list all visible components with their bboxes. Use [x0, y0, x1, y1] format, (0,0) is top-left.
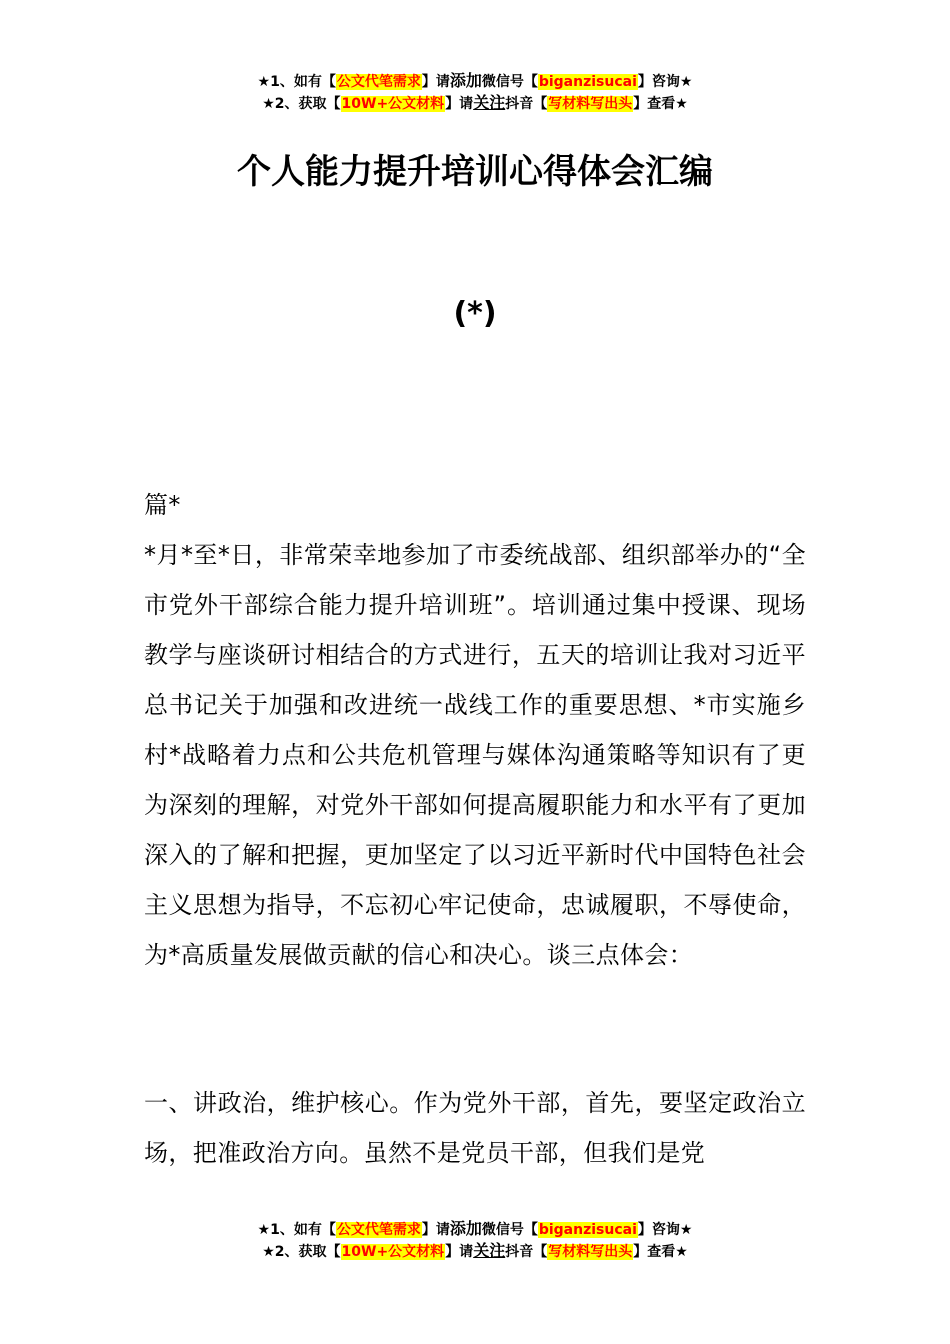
banner-text: 微信号【 [481, 74, 538, 90]
banner-text: 】查看★ [633, 1244, 688, 1260]
banner-emphasis: 添加 [449, 1219, 482, 1238]
section-label: 篇* [144, 491, 181, 519]
highlight-materials: 10W+公文材料 [341, 1244, 445, 1260]
banner-text: ★2、获取【 [262, 1244, 341, 1260]
banner-emphasis: 关注 [473, 1241, 506, 1260]
banner-text: 】请 [421, 1222, 450, 1238]
banner-emphasis: 添加 [449, 71, 482, 90]
highlight-materials: 10W+公文材料 [341, 96, 445, 112]
highlight-service: 公文代笔需求 [336, 1222, 421, 1238]
banner-text: ★1、如有【 [257, 74, 336, 90]
banner-text: 】咨询★ [637, 1222, 693, 1238]
banner-text: ★1、如有【 [257, 1222, 336, 1238]
footer-banner [0, 1218, 950, 1262]
banner-text: 】咨询★ [637, 74, 693, 90]
body-paragraph-2: 一、讲政治，维护核心。作为党外干部，首先，要坚定政治立场，把准政治方向。虽然不是党员干部，但我们是党 [144, 1089, 806, 1167]
banner-text: 】请 [421, 74, 450, 90]
banner-line-2 [0, 92, 950, 114]
banner-line-1 [0, 1218, 950, 1240]
banner-text: 】查看★ [633, 96, 688, 112]
banner-text: 微信号【 [481, 1222, 538, 1238]
header-banner [0, 70, 950, 114]
highlight-douyin-id: 写材料写出头 [548, 1244, 633, 1260]
highlight-douyin-id: 写材料写出头 [548, 96, 633, 112]
highlight-wechat-id: biganzisucai [538, 1222, 637, 1238]
banner-text: 】请 [445, 1244, 474, 1260]
banner-line-1 [0, 70, 950, 92]
highlight-wechat-id: biganzisucai [538, 74, 637, 90]
banner-text: ★2、获取【 [262, 96, 341, 112]
document-subtitle: (*) [453, 296, 497, 331]
banner-text: 抖音【 [505, 1244, 548, 1260]
banner-text: 抖音【 [505, 96, 548, 112]
body-paragraph-1: *月*至*日，非常荣幸地参加了市委统战部、组织部举办的“全市党外干部综合能力提升培训班”。培训通过集中授课、现场教学与座谈研讨相结合的方式进行，五天的培训让我对习近平总书记关于加强和改进统一战线工作的重要思想、*市实施乡村*战略着力点和公共危机管理与媒体沟通策略等知识有了更为深刻的理解，对党外干部如何提高履职能力和水平有了更加深入的了解和把握，更加坚定了以习近平新时代中国特色社会主义思想为指导，不忘初心牢记使命，忠诚履职，不辱使命，为*高质量发展做贡献的信心和决心。谈三点体会： [144, 541, 806, 969]
document-title: 个人能力提升培训心得体会汇编 [237, 152, 713, 192]
banner-emphasis: 关注 [473, 93, 506, 112]
banner-text: 】请 [445, 96, 474, 112]
highlight-service: 公文代笔需求 [336, 74, 421, 90]
banner-line-2 [0, 1240, 950, 1262]
